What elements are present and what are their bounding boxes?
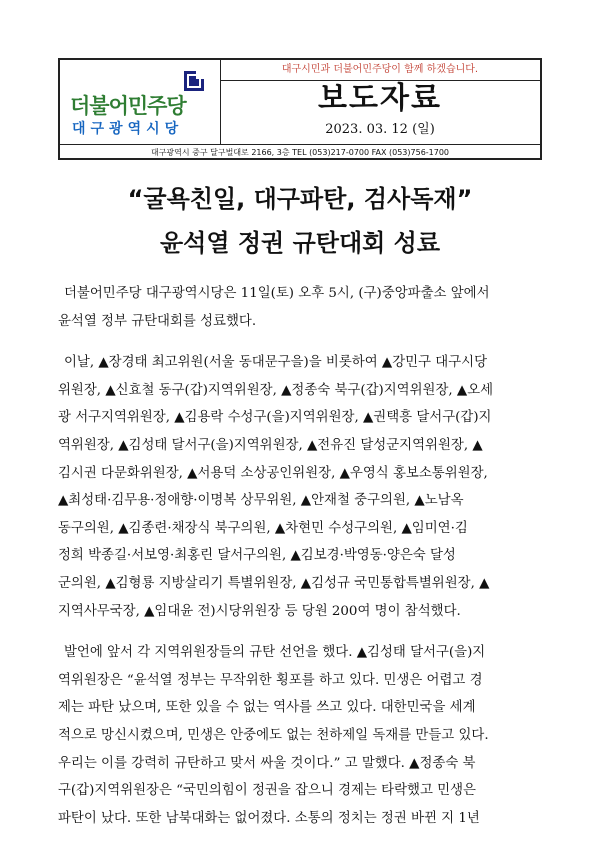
text-line: 정희 박종길·서보영·최홍린 달서구의원, ▲김보경·박영동·양은숙 달성 — [58, 548, 456, 564]
text-line: 이날, ▲장경태 최고위원(서울 동대문구을)을 비롯하여 ▲강민구 대구시당 — [64, 355, 488, 371]
slogan: 대구시민과 더불어민주당이 함께 하겠습니다. — [220, 60, 540, 81]
letterhead-info — [220, 60, 540, 144]
logo-party-name: 더불어민주당 — [70, 94, 186, 118]
logo-branch-name: 대구광역시당 — [72, 121, 184, 137]
document-title: 보도자료 — [318, 81, 442, 116]
text-line: ▲최성태·김무용·정애향·이명복 상무위원, ▲안재철 중구의원, ▲노남옥 — [58, 493, 464, 509]
text-line: 우리는 이를 강력히 규탄하고 맞서 싸울 것이다.” 고 말했다. ▲정종숙 북 — [58, 755, 476, 771]
letterhead — [58, 58, 542, 160]
headline-line-1: “굴욕친일, 대구파탄, 검사독재” — [127, 185, 473, 213]
text-line: 더불어민주당 대구광역시당은 11일(토) 오후 5시, (구)중앙파출소 앞에서 — [64, 286, 490, 301]
text-line: 지역사무국장, ▲임대윤 전)시당위원장 등 당원 200여 명이 참석했다. — [58, 603, 461, 619]
text-line: 제는 파탄 났으며, 또한 있을 수 없는 역사를 쓰고 있다. 대한민국을 세계 — [58, 700, 476, 716]
text-line: 발언에 앞서 각 지역위원장들의 규탄 선언을 했다. ▲김성태 달서구(을)지 — [64, 645, 486, 661]
paragraph — [58, 280, 542, 335]
party-logo — [60, 60, 221, 144]
paragraph — [58, 639, 542, 832]
party-emblem-icon — [183, 70, 205, 92]
text-line: 김시권 다문화위원장, ▲서용덕 소상공인위원장, ▲우영식 홍보소통위원장, — [58, 465, 488, 481]
text-line: 군의원, ▲김형룡 지방살리기 특별위원장, ▲김성규 국민통합특별위원장, ▲ — [58, 575, 490, 591]
text-line: 역위원장, ▲김성태 달서구(을)지역위원장, ▲전유진 달성군지역위원장, ▲ — [58, 437, 483, 453]
text-line: 구(갑)지역위원장은 “국민의힘이 정권을 잡으니 경제는 타락했고 민생은 — [58, 783, 476, 799]
text-line: 윤석열 정부 규탄대회를 성료했다. — [58, 313, 257, 329]
text-line: 파탄이 났다. 또한 남북대화는 없어졌다. 소통의 정치는 정권 바뀐 지 1년 — [58, 810, 480, 826]
article-body — [58, 280, 542, 846]
headline-line-2: 윤석열 정권 규탄대회 성료 — [159, 229, 441, 257]
text-line: 광 서구지역위원장, ▲김용락 수성구(을)지역위원장, ▲권택흥 달서구(갑)지 — [58, 410, 492, 426]
paragraph — [58, 349, 542, 625]
release-date: 2023. 03. 12 (일) — [325, 122, 435, 137]
text-line: 적으로 망신시켰으며, 민생은 안중에도 없는 천하제일 독재를 만들고 있다. — [58, 727, 489, 743]
text-line: 역위원장은 “윤석열 정부는 무작위한 횡포를 하고 있다. 민생은 어렵고 경 — [58, 672, 483, 688]
contact-address: 대구광역시 중구 달구벌대로 2166, 3층 TEL (053)217-0700 FAX (053)756-1700 — [60, 144, 540, 161]
text-line: 동구의원, ▲김종련·채장식 북구의원, ▲차현민 수성구의원, ▲임미연·김 — [58, 520, 468, 536]
text-line: 위원장, ▲신효철 동구(갑)지역위원장, ▲정종숙 북구(갑)지역위원장, ▲오세 — [58, 382, 494, 398]
